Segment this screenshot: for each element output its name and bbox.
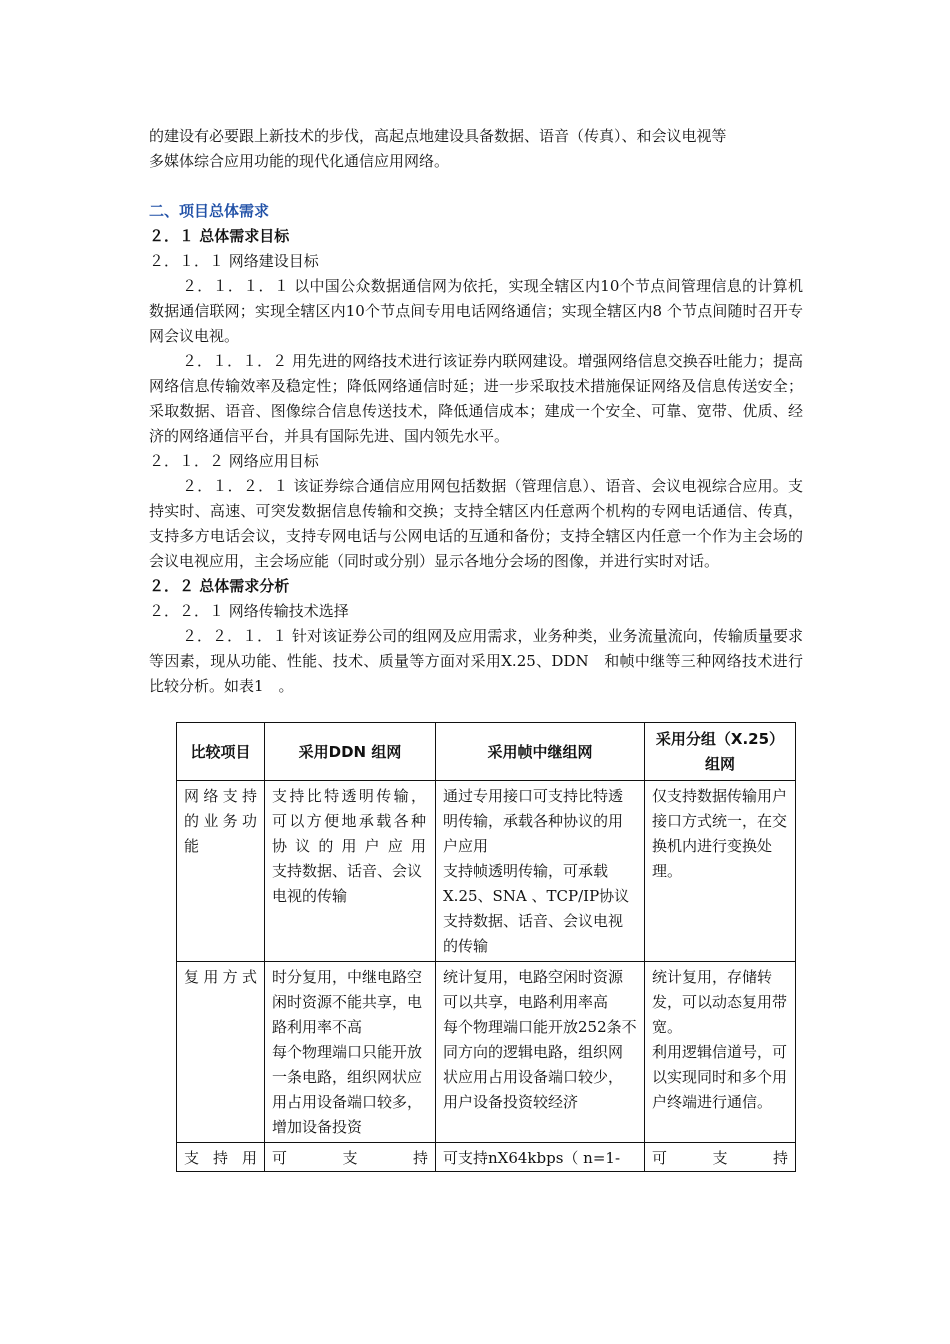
cell-ddn: 可 支 持 bbox=[265, 1143, 436, 1172]
paragraph-2-1-1-2: ２．１．１．２ 用先进的网络技术进行该证券内联网建设。增强网络信息交换吞吐能力；提高网络信息传输效率及稳定性；降低网络通信时延；进一步采取技术措施保证网络及信息传送安全；采取数据、语音、图像综合信息传送技术，降低通信成本；建成一个安全、可靠、宽带、优质、经济的网络通信平台，并具有国际先进、国内领先水平。 bbox=[149, 352, 803, 445]
header-frame-relay: 采用帧中继组网 bbox=[436, 723, 645, 781]
cell-frame-relay bbox=[436, 962, 645, 1143]
section-title: 二、项目总体需求 bbox=[149, 202, 270, 220]
header-item: 比较项目 bbox=[177, 723, 265, 781]
comparison-table bbox=[176, 722, 796, 1172]
table-row bbox=[177, 1143, 796, 1172]
cell-line: 支持数据、话音、会议电视的传输 bbox=[443, 912, 624, 955]
paragraph-2-1-2-1: ２．１．２．１ 该证券综合通信应用网包括数据（管理信息）、语音、会议电视综合应用。支持实时、高速、可突发数据信息传输和交换；支持全辖区内任意两个机构的专网电话通信、传真，支持多方电话会议，支持专网电话与公网电话的互通和备份；支持全辖区内任意一个作为主会场的会议电视应用，主会场应能（同时或分别）显示各地分会场的图像，并进行实时对话。 bbox=[149, 477, 803, 570]
cell-line: 支持帧透明传输，可承载X.25、SNA 、TCP/IP协议 bbox=[443, 862, 630, 905]
section-2-2-1-title: ２．２．１ 网络传输技术选择 bbox=[149, 602, 349, 620]
document-body bbox=[149, 124, 803, 699]
header-ddn: 采用DDN 组网 bbox=[265, 723, 436, 781]
cell-line: 支持数据、话音、会议电视的传输 bbox=[272, 862, 423, 905]
row-item: 复用方式 bbox=[177, 962, 265, 1143]
table-header-row bbox=[177, 723, 796, 781]
cell-x25 bbox=[645, 781, 796, 962]
intro-line-2: 多媒体综合应用功能的现代化通信应用网络。 bbox=[149, 152, 450, 170]
row-item: 支持用 bbox=[177, 1143, 265, 1172]
table-row bbox=[177, 962, 796, 1143]
cell-line: 统计复用，电路空闲时资源可以共享，电路利用率高 bbox=[443, 968, 624, 1011]
cell-line: 每个物理端口能开放252条不同方向的逻辑电路，组织网状应用占用设备端口较少，用户设备投资较经济 bbox=[443, 1018, 637, 1111]
section-2-1-2-title: ２．１．２ 网络应用目标 bbox=[149, 452, 319, 470]
table-row bbox=[177, 781, 796, 962]
paragraph-2-2-1-1: ２．２．１．１ 针对该证券公司的组网及应用需求，业务种类，业务流量流向，传输质量要求等因素，现从功能、性能、技术、质量等方面对采用X.25、DDN 和帧中继等三种网络技术进行比较分析。如表1 。 bbox=[149, 627, 803, 695]
section-2-1-title: ２．１ 总体需求目标 bbox=[149, 227, 290, 245]
cell-line: 每个物理端口只能开放一条电路，组织网状应用占用设备端口较多，增加设备投资 bbox=[272, 1043, 423, 1136]
cell-frame-relay bbox=[436, 781, 645, 962]
cell-line: 通过专用接口可支持比特透明传输，承载各种协议的用户应用 bbox=[443, 787, 624, 855]
header-x25: 采用分组（X.25）组网 bbox=[645, 723, 796, 781]
section-2-2-title: ２．２ 总体需求分析 bbox=[149, 577, 290, 595]
cell-frame-relay: 可支持nX64kbps（ n=1- bbox=[436, 1143, 645, 1172]
cell-ddn bbox=[265, 781, 436, 962]
cell-line: 时分复用，中继电路空闲时资源不能共享，电路利用率不高 bbox=[272, 968, 423, 1036]
cell-x25 bbox=[645, 962, 796, 1143]
cell-x25: 可 支 持 bbox=[645, 1143, 796, 1172]
intro-line-1: 的建设有必要跟上新技术的步伐，高起点地建设具备数据、语音（传真）、和会议电视等 bbox=[149, 127, 727, 145]
section-2-1-1-title: ２．１．１ 网络建设目标 bbox=[149, 252, 319, 270]
cell-line: 利用逻辑信道号，可以实现同时和多个用户终端进行通信。 bbox=[652, 1043, 788, 1111]
paragraph-2-1-1-1: ２．１．１．１ 以中国公众数据通信网为依托，实现全辖区内10个节点间管理信息的计算机数据通信联网；实现全辖区内10个节点间专用电话网络通信；实现全辖区内8 个节点间随时召开专网会议电视。 bbox=[149, 277, 803, 345]
cell-line: 仅支持数据传输用户接口方式统一，在交换机内进行变换处理。 bbox=[652, 787, 788, 880]
cell-line: 统计复用，存储转发，可以动态复用带宽。 bbox=[652, 968, 788, 1036]
row-item: 网络支持的业务功能 bbox=[177, 781, 265, 962]
cell-ddn bbox=[265, 962, 436, 1143]
cell-line: 支持比特透明传输，可以方便地承载各种协议的用户应用 bbox=[272, 787, 428, 855]
